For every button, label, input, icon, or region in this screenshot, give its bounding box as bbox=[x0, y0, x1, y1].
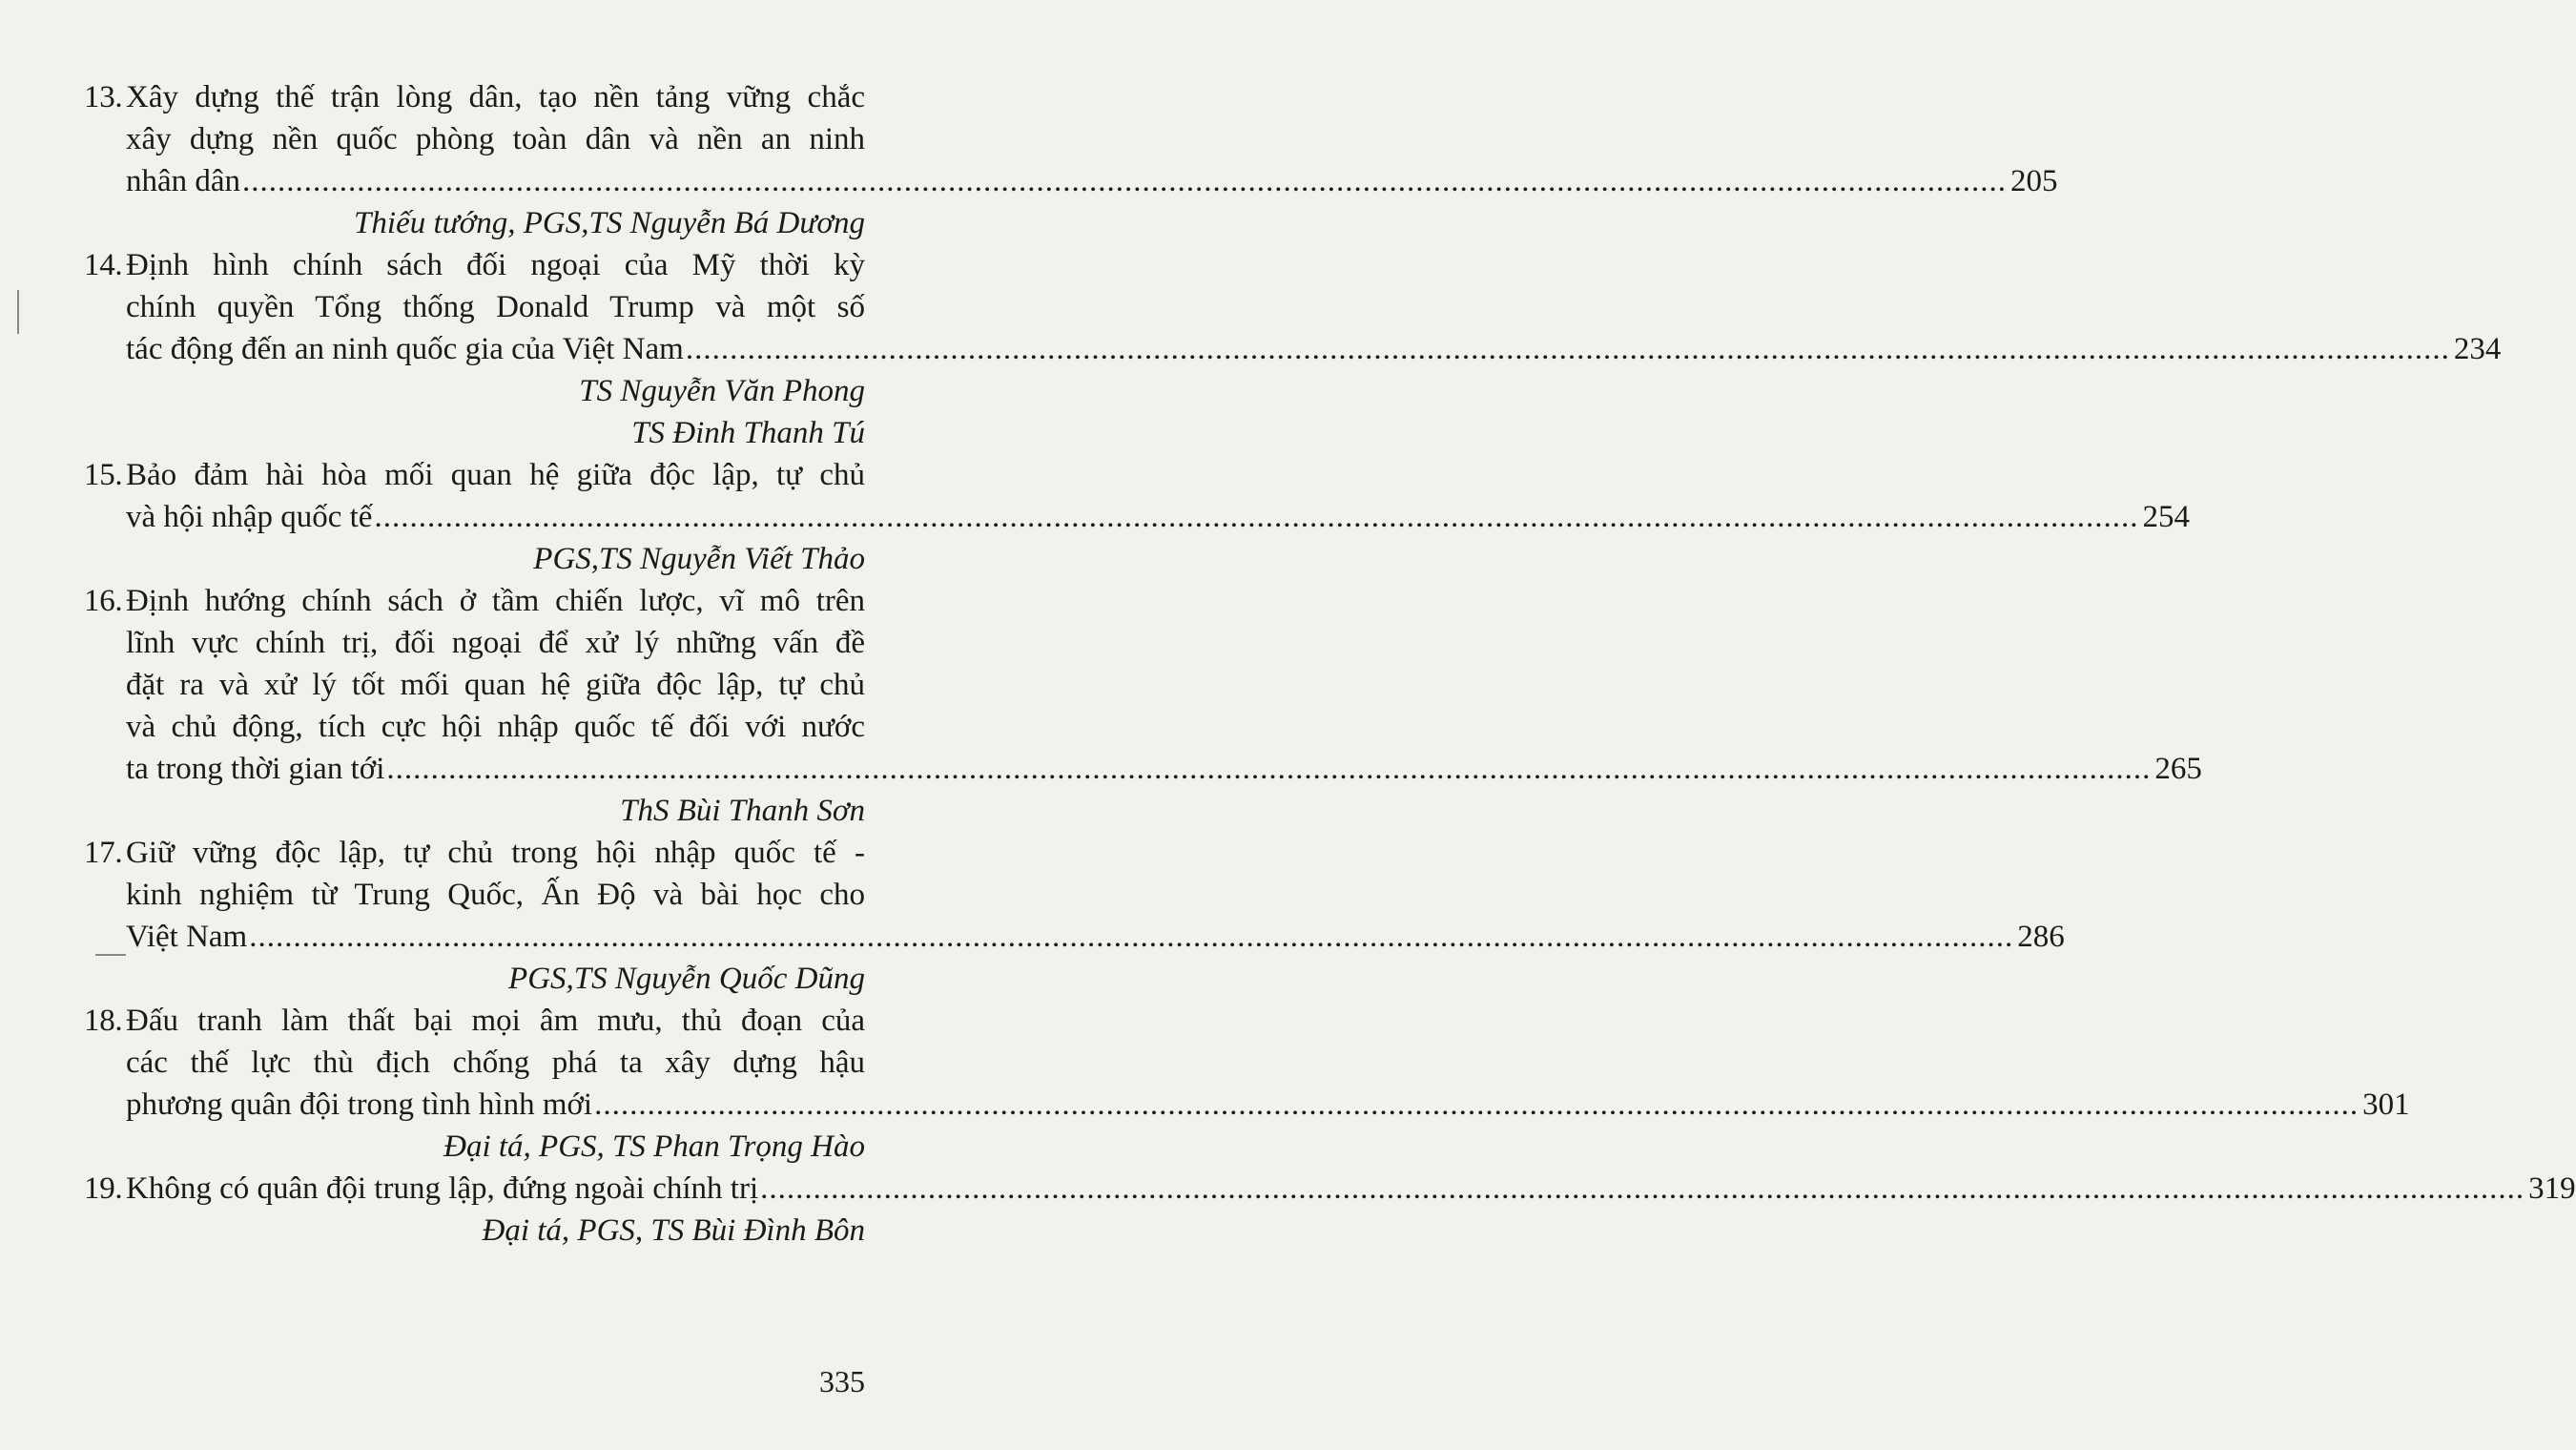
entry-author: PGS,TS Nguyễn Quốc Dũng bbox=[508, 962, 865, 996]
entry-title-line: và hội nhập quốc tế bbox=[126, 500, 373, 534]
entry-title-line: lĩnh vực chính trị, đối ngoại để xử lý những vấn đề bbox=[126, 626, 865, 660]
entry-last-line bbox=[126, 1168, 2576, 1210]
entry-author: ThS Bùi Thanh Sơn bbox=[620, 794, 865, 828]
entry-title-line: Việt Nam bbox=[126, 920, 248, 954]
entry-title-line: đặt ra và xử lý tốt mối quan hệ giữa độc lập, tự chủ bbox=[126, 668, 865, 702]
entry-page-number: 234 bbox=[2453, 332, 2502, 366]
entry-number: 16. bbox=[84, 584, 123, 618]
entry-page-number: 265 bbox=[2154, 752, 2202, 786]
entry-title-line: nhân dân bbox=[126, 164, 241, 198]
dot-leader: ........................................................................................................................................................................................................ bbox=[374, 500, 2139, 534]
margin-mark bbox=[95, 954, 126, 956]
entry-title-line: tác động đến an ninh quốc gia của Việt Nam bbox=[126, 332, 684, 366]
entry-page-number: 286 bbox=[2017, 920, 2065, 954]
dot-leader: ........................................................................................................................................................................................................ bbox=[249, 920, 2014, 954]
entry-last-line bbox=[126, 328, 2502, 370]
entry-title-line: và chủ động, tích cực hội nhập quốc tế đối với nước bbox=[126, 710, 865, 744]
entry-number: 18. bbox=[84, 1004, 123, 1038]
entry-title-line: kinh nghiệm từ Trung Quốc, Ấn Độ và bài học cho bbox=[126, 878, 865, 912]
entry-author: Đại tá, PGS, TS Bùi Đình Bôn bbox=[482, 1213, 865, 1248]
entry-author: Đại tá, PGS, TS Phan Trọng Hào bbox=[443, 1129, 865, 1164]
entry-title-line: chính quyền Tổng thống Donald Trump và một số bbox=[126, 290, 865, 324]
entry-number: 19. bbox=[84, 1171, 123, 1206]
dot-leader: ........................................................................................................................................................................................................ bbox=[242, 164, 2008, 198]
entry-number: 17. bbox=[84, 836, 123, 870]
entry-title-line: xây dựng nền quốc phòng toàn dân và nền an ninh bbox=[126, 122, 865, 156]
entry-title-line: Không có quân đội trung lập, đứng ngoài chính trị bbox=[126, 1171, 759, 1206]
entry-last-line bbox=[126, 916, 2065, 958]
entry-number: 15. bbox=[84, 458, 123, 492]
entry-last-line bbox=[126, 1084, 2410, 1126]
margin-mark bbox=[17, 290, 19, 334]
entry-title-line: Giữ vững độc lập, tự chủ trong hội nhập quốc tế - bbox=[126, 836, 865, 870]
entry-author: Thiếu tướng, PGS,TS Nguyễn Bá Dương bbox=[354, 206, 865, 240]
entry-title-line: Định hình chính sách đối ngoại của Mỹ thời kỳ bbox=[126, 248, 865, 282]
entry-last-line bbox=[126, 748, 2202, 790]
dot-leader: ........................................................................................................................................................................................................ bbox=[760, 1171, 2525, 1206]
entry-title-line: Đấu tranh làm thất bại mọi âm mưu, thủ đoạn của bbox=[126, 1004, 865, 1038]
entry-title-line: ta trong thời gian tới bbox=[126, 752, 385, 786]
entry-page-number: 254 bbox=[2142, 500, 2190, 534]
entry-number: 14. bbox=[84, 248, 123, 282]
entry-title-line: các thế lực thù địch chống phá ta xây dựng hậu bbox=[126, 1046, 865, 1080]
entry-title-line: phương quân đội trong tình hình mới bbox=[126, 1088, 593, 1122]
entry-author: PGS,TS Nguyễn Viết Thảo bbox=[533, 542, 865, 576]
entry-page-number: 301 bbox=[2362, 1088, 2410, 1122]
entry-author: TS Đinh Thanh Tú bbox=[631, 416, 865, 450]
dot-leader: ........................................................................................................................................................................................................ bbox=[685, 332, 2450, 366]
dot-leader: ........................................................................................................................................................................................................ bbox=[594, 1088, 2360, 1122]
entry-author: TS Nguyễn Văn Phong bbox=[579, 374, 865, 408]
entry-last-line bbox=[126, 160, 2058, 202]
entry-title-line: Xây dựng thế trận lòng dân, tạo nền tảng vững chắc bbox=[126, 80, 865, 114]
entry-number: 13. bbox=[84, 80, 123, 114]
dot-leader: ........................................................................................................................................................................................................ bbox=[386, 752, 2152, 786]
page-number: 335 bbox=[819, 1364, 865, 1398]
entry-title-line: Định hướng chính sách ở tầm chiến lược, vĩ mô trên bbox=[126, 584, 865, 618]
entry-last-line bbox=[126, 496, 2190, 538]
entry-page-number: 205 bbox=[2010, 164, 2058, 198]
entry-page-number: 319 bbox=[2528, 1171, 2576, 1206]
entry-title-line: Bảo đảm hài hòa mối quan hệ giữa độc lập, tự chủ bbox=[126, 458, 865, 492]
